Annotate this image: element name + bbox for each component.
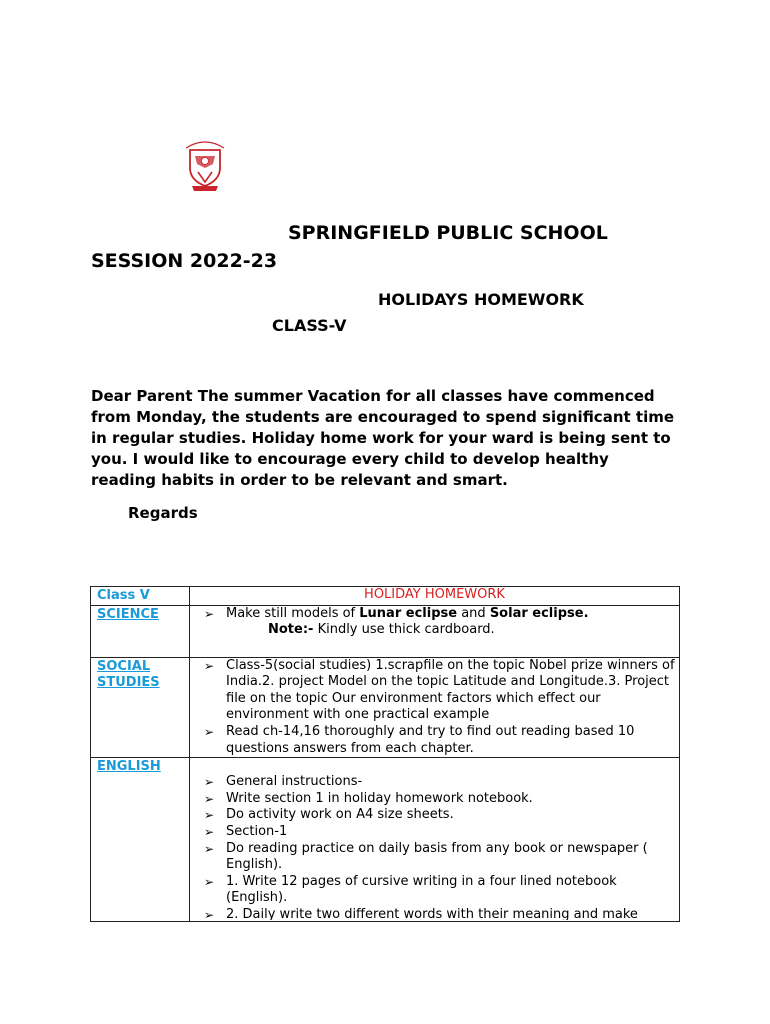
arrow-bullet-icon: ➢ [204,658,215,673]
list-item: ➢ 2. Daily write two different words with their meaning and make [204,907,679,920]
intro-line: Dear Parent The summer Vacation for all classes have commenced [91,387,655,405]
subject-studies: STUDIES [97,675,160,691]
science-note: Note:- Kindly use thick cardboard. [268,622,495,638]
document-title: HOLIDAYS HOMEWORK [378,290,584,309]
intro-line: reading habits in order to be relevant and smart. [91,471,508,489]
arrow-bullet-icon: ➢ [204,874,215,889]
subject-cell [91,605,190,657]
school-crest-icon [180,134,230,196]
arrow-bullet-icon: ➢ [204,808,215,823]
class-title: CLASS-V [272,316,347,335]
subject-science: SCIENCE [97,606,159,622]
subject-cell [91,657,190,758]
subject-social: SOCIAL [97,658,151,674]
table-row-social-studies [91,657,680,758]
list-item: ➢ Do reading practice on daily basis from any book or newspaper ( English). [204,840,648,873]
intro-letter [91,386,691,491]
intro-line: from Monday, the students are encouraged to spend significant time [91,408,675,426]
closing-regards: Regards [128,504,198,522]
arrow-bullet-icon: ➢ [204,824,215,839]
arrow-bullet-icon: ➢ [204,791,215,806]
content-cell [190,758,680,922]
homework-table [90,586,680,922]
list-item: ➢ Write section 1 in holiday homework notebook. [204,790,533,806]
list-item: ➢ Make still models of Lunar eclipse and Solar eclipse. [204,605,589,621]
list-item: ➢ Section-1 [204,823,288,839]
list-item: ➢ 1. Write 12 pages of cursive writing in a four lined notebook (English). [204,873,617,906]
content-cell [190,657,680,758]
class-label: Class V [97,588,150,603]
table-header-row [91,587,680,606]
school-name: SPRINGFIELD PUBLIC SCHOOL [288,222,608,244]
session-label: SESSION 2022-23 [91,250,278,272]
arrow-bullet-icon: ➢ [204,841,215,856]
intro-line: in regular studies. Holiday home work for your ward is being sent to [91,429,671,447]
arrow-bullet-icon: ➢ [204,724,215,739]
list-item: ➢ Read ch-14,16 thoroughly and try to find out reading based 10 questions answers from each chapter. [204,723,635,756]
header-cell: HOLIDAY HOMEWORK [190,587,680,606]
intro-line: you. I would like to encourage every child to develop healthy [91,450,609,468]
list-item: ➢ Do activity work on A4 size sheets. [204,807,454,823]
content-cell [190,605,680,657]
arrow-bullet-icon: ➢ [204,775,215,790]
arrow-bullet-icon: ➢ [204,606,215,621]
class-cell [91,587,190,606]
subject-english: ENGLISH [97,759,161,775]
table-row-science [91,605,680,657]
list-item: ➢ General instructions- [204,774,363,790]
arrow-bullet-icon: ➢ [204,907,215,921]
table-row-english [91,758,680,922]
subject-cell [91,758,190,922]
list-item: ➢ Class-5(social studies) 1.scrapfile on the topic Nobel prize winners of India.2. project Model on the topic Latitude and Longitude.3. Project file on the topic Our environment factors which effect our environment with one practical example [204,657,675,723]
